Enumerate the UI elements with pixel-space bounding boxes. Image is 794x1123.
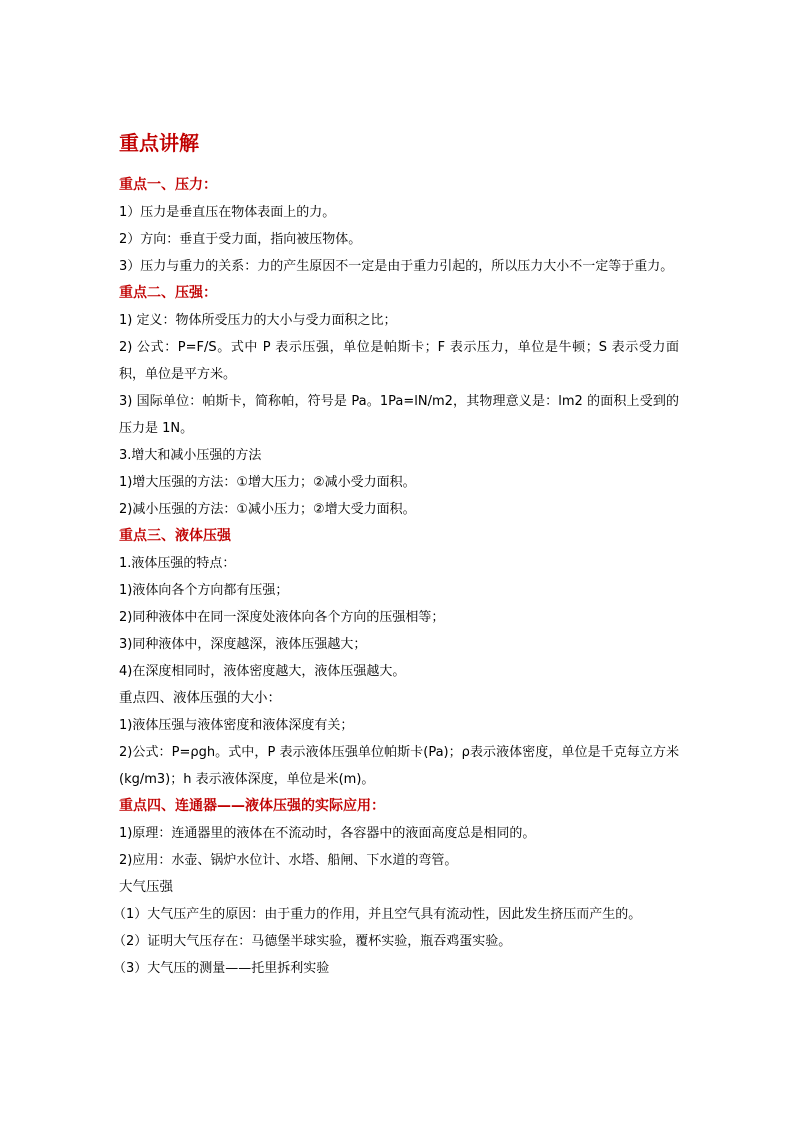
section-line: 2）方向：垂直于受力面，指向被压物体。 <box>119 232 362 247</box>
section-line: （2）证明大气压存在：马德堡半球实验，覆杯实验，瓶吞鸡蛋实验。 <box>113 934 512 949</box>
section-heading: 重点二、压强： <box>119 285 217 301</box>
section-line: 4)在深度相同时，液体密度越大，液体压强越大。 <box>119 664 406 679</box>
section-pressure <box>119 172 679 280</box>
section-line: 1)液体向各个方向都有压强； <box>119 583 289 598</box>
document-page <box>113 128 679 982</box>
section-connected-vessels <box>119 793 679 874</box>
section-liquid-pressure <box>119 523 679 685</box>
section-heading: 重点三、液体压强 <box>119 528 231 544</box>
section-heading: 重点一、压力： <box>119 177 217 193</box>
page-title: 重点讲解 <box>119 131 199 155</box>
section-line: 2)同种液体中在同一深度处液体向各个方向的压强相等； <box>119 610 445 625</box>
section-heading: 重点四、液体压强的大小： <box>119 690 281 706</box>
section-line: 1)增大压强的方法：①增大压力；②减小受力面积。 <box>119 475 416 490</box>
section-pressure-strength <box>119 280 679 523</box>
section-paragraph: 2) 公式：P=F/S。式中 P 表示压强，单位是帕斯卡；F 表示压力，单位是牛顿；S 表示受力面积，单位是平方米。 <box>119 340 679 382</box>
section-line: 2)应用：水壶、锅炉水位计、水塔、船闸、下水道的弯管。 <box>119 853 458 868</box>
section-line: 3)同种液体中，深度越深，液体压强越大； <box>119 637 367 652</box>
section-line: 1）压力是垂直压在物体表面上的力。 <box>119 205 336 220</box>
section-line: 3.增大和减小压强的方法 <box>119 448 262 463</box>
section-paragraph: 3) 国际单位：帕斯卡，简称帕，符号是 Pa。1Pa=lN/m2，其物理意义是：lm2 的面积上受到的压力是 1N。 <box>119 394 679 436</box>
section-line: 1) 定义：物体所受压力的大小与受力面积之比； <box>119 313 397 328</box>
section-line: （3）大气压的测量——托里拆利实验 <box>113 961 330 976</box>
section-line: 1)液体压强与液体密度和液体深度有关； <box>119 718 354 733</box>
section-line: （1）大气压产生的原因：由于重力的作用，并且空气具有流动性，因此发生挤压而产生的。 <box>113 907 642 922</box>
section-paragraph: 2)公式：P=ρgh。式中，P 表示液体压强单位帕斯卡(Pa)；ρ表示液体密度，单位是千克每立方米(kg/m3)；h 表示液体深度，单位是米(m)。 <box>119 745 679 787</box>
section-liquid-pressure-size <box>119 685 679 793</box>
section-line: 1)原理：连通器里的液体在不流动时，各容器中的液面高度总是相同的。 <box>119 826 536 841</box>
section-line: 1.液体压强的特点： <box>119 556 236 571</box>
section-line: 2)减小压强的方法：①减小压力；②增大受力面积。 <box>119 502 416 517</box>
section-heading: 重点四、连通器——液体压强的实际应用： <box>119 798 385 814</box>
section-heading: 大气压强 <box>119 879 173 895</box>
section-atmospheric-pressure <box>113 874 679 982</box>
section-paragraph: 3）压力与重力的关系：力的产生原因不一定是由于重力引起的，所以压力大小不一定等于重力。 <box>119 259 674 274</box>
